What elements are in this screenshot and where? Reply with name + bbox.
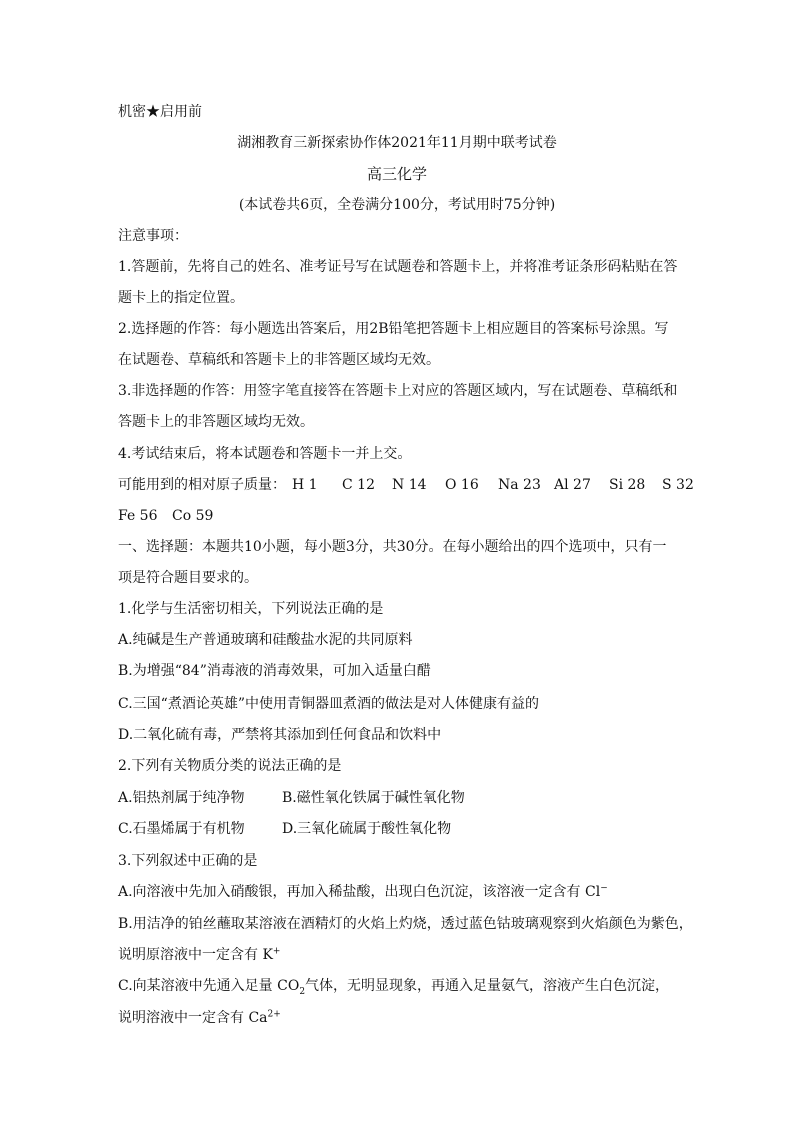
atomic-mass: Si 28 xyxy=(609,477,646,493)
question-2-option-b: B.磁性氧化铁属于碱性氧化物 xyxy=(282,790,465,806)
atomic-mass: N 14 xyxy=(392,477,427,493)
question-2-option-d: D.三氧化硫属于酸性氧化物 xyxy=(282,821,452,837)
question-3-option-c-text: C.向某溶液中先通入足量 CO xyxy=(118,978,300,994)
notes-heading: 注意事项： xyxy=(118,228,188,244)
question-3-option-c-text: 说明溶液中一定含有 Ca xyxy=(118,1010,268,1026)
atomic-mass: Co 59 xyxy=(172,508,214,524)
subject-title: 高三化学 xyxy=(366,165,427,183)
atomic-mass: Fe 56 xyxy=(118,508,158,524)
atomic-masses-line-1 xyxy=(118,475,694,495)
question-3-stem: 3.下列叙述中正确的是 xyxy=(118,853,258,869)
question-3-option-b-line-2 xyxy=(118,945,683,965)
note-line: 1.答题前，先将自己的姓名、准考证号写在试题卷和答题卡上，并将准考证条形码粘贴在答 xyxy=(118,259,678,275)
charge-superscript: + xyxy=(272,946,281,957)
note-line: 3.非选择题的作答：用签字笔直接答在答题卡上对应的答题区域内，写在试题卷、草稿纸和 xyxy=(118,383,678,399)
atomic-mass: Na 23 xyxy=(498,477,541,493)
atomic-mass: H 1 xyxy=(292,477,318,493)
question-2-stem: 2.下列有关物质分类的说法正确的是 xyxy=(118,758,342,774)
question-1-stem: 1.化学与生活密切相关，下列说法正确的是 xyxy=(118,601,384,617)
question-1-option-a: A.纯碱是生产普通玻璃和硅酸盐水泥的共同原料 xyxy=(118,632,413,648)
note-line: 题卡上的指定位置。 xyxy=(118,290,244,306)
question-2-option-c: C.石墨烯属于有机物 xyxy=(118,821,245,837)
question-1-option-b: B.为增强“84”消毒液的消毒效果，可加入适量白醋 xyxy=(118,663,431,679)
note-line: 2.选择题的作答：每小题选出答案后，用2B铅笔把答题卡上相应题目的答案标号涂黑。写 xyxy=(118,321,669,337)
atomic-mass: S 32 xyxy=(662,477,694,493)
question-3-option-a-text: A.向溶液中先加入硝酸银，再加入稀盐酸，出现白色沉淀，该溶液一定含有 Cl xyxy=(118,884,601,900)
confidential-label: 机密★启用前 xyxy=(118,104,202,120)
atomic-mass: C 12 xyxy=(342,477,375,493)
exam-title: 湖湘教育三新探索协作体2021年11月期中联考试卷 xyxy=(237,135,557,151)
question-3-option-b-line-1: B.用洁净的铂丝蘸取某溶液在酒精灯的火焰上灼烧，透过蓝色钴玻璃观察到火焰颜色为紫色， xyxy=(118,916,693,932)
question-3-option-c-line-2 xyxy=(118,1008,683,1028)
section-intro: 一、选择题：本题共10小题，每小题3分，共30分。在每小题给出的四个选项中，只有一 xyxy=(118,539,667,555)
question-3-option-c-line-1 xyxy=(118,976,683,996)
question-3-option-b-text: 说明原溶液中一定含有 K xyxy=(118,947,273,963)
charge-superscript: 2+ xyxy=(267,1009,281,1020)
atomic-mass: O 16 xyxy=(445,477,479,493)
atomic-masses-line-2 xyxy=(118,506,683,526)
question-3-option-c-text: 气体，无明显现象，再通入足量氨气，溶液产生白色沉淀， xyxy=(305,978,670,994)
note-line: 在试题卷、草稿纸和答题卡上的非答题区域均无效。 xyxy=(118,352,440,368)
note-line: 答题卡上的非答题区域均无效。 xyxy=(118,414,314,430)
atomic-masses-label: 可能用到的相对原子质量： xyxy=(118,477,286,493)
formula-subscript: 2 xyxy=(299,986,306,997)
section-intro: 项是符合题目要求的。 xyxy=(118,570,258,586)
question-2-option-a: A.铝热剂属于纯净物 xyxy=(118,790,245,806)
atomic-mass: Al 27 xyxy=(554,477,591,493)
question-2-options-ab xyxy=(118,788,683,808)
charge-superscript: − xyxy=(600,883,608,894)
question-1-option-c: C.三国“煮酒论英雄”中使用青铜器皿煮酒的做法是对人体健康有益的 xyxy=(118,696,539,712)
exam-info: (本试卷共6页，全卷满分100分，考试用时75分钟) xyxy=(238,197,556,213)
note-line: 4.考试结束后，将本试题卷和答题卡一并上交。 xyxy=(118,446,412,462)
question-1-option-d: D.二氧化硫有毒，严禁将其添加到任何食品和饮料中 xyxy=(118,727,442,743)
question-2-options-cd xyxy=(118,819,683,839)
question-3-option-a xyxy=(118,882,683,902)
